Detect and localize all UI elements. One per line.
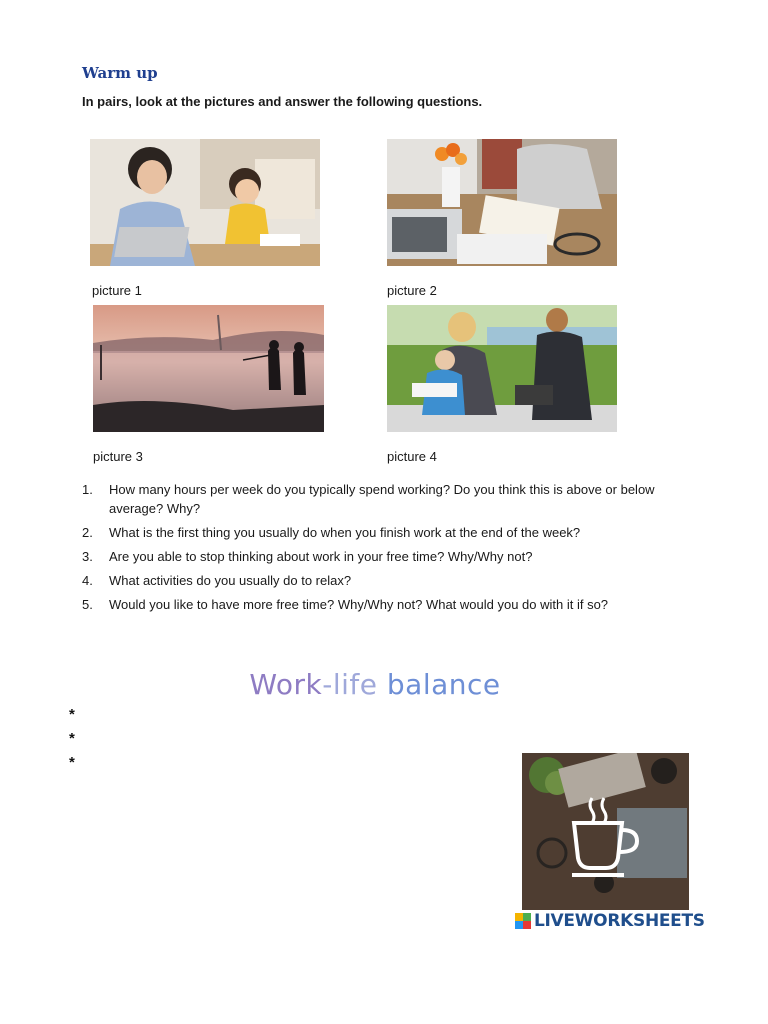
bullet-marker: * bbox=[69, 754, 75, 771]
picture-2-image bbox=[387, 139, 617, 266]
question-item bbox=[82, 523, 702, 542]
picture-3-caption: picture 3 bbox=[93, 449, 143, 464]
question-item bbox=[82, 595, 702, 614]
liveworksheets-logo-icon bbox=[515, 913, 531, 929]
question-list bbox=[82, 480, 702, 619]
question-number: 5. bbox=[82, 597, 93, 612]
question-item bbox=[82, 571, 702, 590]
picture-3-image bbox=[93, 305, 324, 432]
picture-1-caption: picture 1 bbox=[92, 283, 142, 298]
question-text: What is the first thing you usually do when you finish work at the end of the week? bbox=[109, 525, 581, 540]
question-number: 1. bbox=[82, 482, 93, 497]
question-number: 2. bbox=[82, 525, 93, 540]
coffee-cup-image bbox=[522, 753, 689, 910]
bullet-marker: * bbox=[69, 730, 75, 747]
question-text: What activities do you usually do to relax? bbox=[109, 573, 352, 588]
picture-4-caption: picture 4 bbox=[387, 449, 437, 464]
instructions-text: In pairs, look at the pictures and answer the following questions. bbox=[82, 94, 483, 109]
bullet-marker: * bbox=[69, 706, 75, 723]
heading-warm-up: Warm up bbox=[82, 64, 158, 82]
section-title-work-life-balance bbox=[0, 668, 750, 701]
question-item bbox=[82, 480, 702, 518]
question-text: How many hours per week do you typically spend working? Do you think this is above or below average? Why? bbox=[109, 482, 655, 516]
question-number: 3. bbox=[82, 549, 93, 564]
picture-2-caption: picture 2 bbox=[387, 283, 437, 298]
liveworksheets-brand bbox=[515, 910, 705, 932]
question-item bbox=[82, 547, 702, 566]
question-number: 4. bbox=[82, 573, 93, 588]
question-text: Would you like to have more free time? Why/Why not? What would you do with it if so? bbox=[109, 597, 609, 612]
picture-1-image bbox=[90, 139, 320, 266]
title-part-life: -life bbox=[322, 668, 387, 701]
title-part-work: Work bbox=[249, 668, 323, 701]
brand-name: LIVEWORKSHEETS bbox=[534, 911, 705, 931]
title-part-balance: balance bbox=[386, 668, 501, 701]
question-text: Are you able to stop thinking about work in your free time? Why/Why not? bbox=[109, 549, 533, 564]
picture-4-image bbox=[387, 305, 617, 432]
